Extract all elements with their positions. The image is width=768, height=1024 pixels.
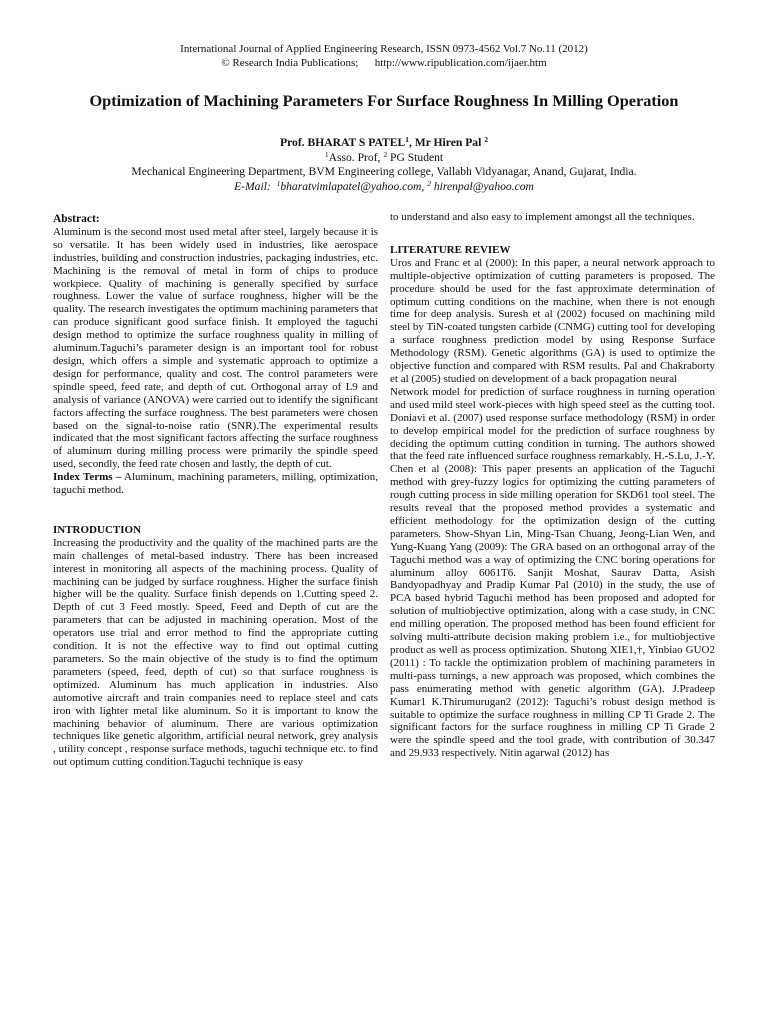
paper-title: Optimization of Machining Parameters For Surface Roughness In Milling Operation (89, 91, 679, 110)
left-column (53, 213, 378, 769)
introduction-continued: to understand and also easy to implement amongst all the techniques. (390, 211, 695, 223)
email-2-sup: 2 (427, 178, 431, 188)
journal-publisher: © Research India Publications; http://www.ripublication.com/ijaer.htm (221, 57, 547, 69)
author-roles (0, 151, 768, 166)
introduction-heading: INTRODUCTION (53, 523, 142, 536)
email-1[interactable]: bharatvimlapatel@yahoo.com, (280, 179, 428, 193)
email-line (0, 180, 768, 195)
literature-para-2: Network model for prediction of surface roughness in turning operation and used mild steel work-pieces with high speed steel as the cutting tool. Doniavi et al. (2007) used response surface methodology (RSM) in order to develop empirical model for the prediction of surface roughness by deciding the optimum cutting condition in turning. The authors showed that the feed rate influenced surface roughness remarkably. H.-S.Lu, J.-Y. Chen et al (2008): This paper presents an application of the Taguchi method with grey-fuzzy logics for optimizing the cutting parameters of rough cutting process in side milling operation for SKD61 tool steel. The results reveal that the proposed method provides a systematic and efficient methodology for the optimization design of the cutting parameters. Show-Shyan Lin, Ming-Tsan Chuang, Jeong-Lian Wen, and Yung-Kuang Yang (2009): The GRA based on an orthogonal array of the Taguchi method was a way of optimizing the CNC boring operations for aluminum alloy 6061T6. Sanjit Moshat, Saurav Datta, Asish Bandyopadhyay and Pradip Kumar Pal (2010) in the study, the use of PCA based hybrid Taguchi method has been proposed and adopted for solution of multiobjective optimization, along with a case study, in CNC end milling operation. The proposed method has been found efficient for solving multi-attribute decision making problem i.e., for multiobjective product as well as process optimization. Shutong XIE1,†, Yinbiao GUO2 (2011) : To tackle the optimization problem of machining parameters in multi-pass turnings, a new approach was proposed, which combines the pass enumerating method with genetic algorithm (GA). J.Pradeep Kumar1 K.Thirumurugan2 (2012): Taguchi’s robust design method is suitable to optimize the surface roughness in milling CP Ti Grade 2. The significant factors for the surface roughness in milling CP Ti Grade 2 were the spindle speed and the tool grade, with contribution of 30.347 and 29.933 respectively. Nitin agarwal (2012) has (390, 385, 715, 760)
abstract-heading: Abstract: (53, 213, 100, 225)
author-1-sup: 1 (405, 135, 409, 144)
author-block (0, 136, 768, 194)
author-separator: , (408, 136, 415, 149)
email-2[interactable]: hirenpal@yahoo.com (430, 179, 534, 193)
email-1-sup: 1 (276, 178, 281, 188)
index-terms-text: Aluminum, machining parameters, milling, optimization, taguchi method. (53, 471, 378, 497)
role-2-sup: 2 (383, 149, 388, 159)
literature-para-1: Uros and Franc et al (2000): In this paper, a neural network approach to multiple-objective optimization of cutting parameters is proposed. The procedure should be used for the fast approximate determination of optimum cutting conditions on the machine, when there is not enough time for deep analysis. Suresh et al (2002) focused on machining mild steel by TiN-coated tungsten carbide (CNMG) cutting tool for developing a surface roughness prediction model by using Response Surface Methodology (RSM). Genetic algorithms (GA) is used to optimize the objective function and compared with RSM results. Pal and Chakraborty et al (2005) studied on development of a back propagation neural (390, 256, 715, 385)
role-2: PG Student (387, 150, 444, 164)
abstract-text: Aluminum is the second most used metal after steel, largely because it is so versatile. It has been widely used in industries, like aerospace industries, building and construction industries, packaging industries, etc. Machining is the removal of metal in form of chips to produce workpiece. Quality of machining is generally specified by surface roughness. Lower the value of surface roughness, higher will be the quality. The research investigates the optimum machining parameters that can produce significant good surface finish. It employed the taguchi design method to optimize the surface roughness quality in milling of aluminum.Taguchi’s parameter design is an important tool for robust design, which offers a simple and systematic approach to optimize a design for performance, quality and cost. The control parameters were spindle speed, feed rate, and depth of cut. Orthogonal array of L9 and analysis of variance (ANOVA) were carried out to identify the significant factors affecting the surface roughness. The best parameters were chosen based on the signal-to-noise ratio (SNR).The experimental results indicated that the most significant factors affecting the surface roughness of aluminum during milling process were primarily the spindle speed used, secondly, the feed rate chosen and lastly, the depth of cut. (53, 225, 378, 471)
role-1: Asso. Prof, (328, 150, 384, 164)
journal-header (0, 42, 768, 70)
index-terms (53, 471, 378, 497)
author-2-sup: 2 (484, 135, 488, 144)
author-2: Mr Hiren Pal (414, 136, 482, 149)
journal-citation: International Journal of Applied Engineering Research, ISSN 0973-4562 Vol.7 No.11 (2012) (180, 43, 588, 55)
index-terms-heading: Index Terms – (53, 471, 122, 484)
introduction-text: Increasing the productivity and the quality of the machined parts are the main challenges of metal-based industry. There has been increased interest in monitoring all aspects of the machining process. Quality of machining can be judged by surface roughness. Higher the surface finish higher will be the quality. Surface finish depends on 1.Cutting speed 2. Depth of cut 3 Feed mostly. Speed, Feed and Depth of cut are the parameters that can be adjusted in machining operation. Most of the operators use trial and error method to find the appropriate cutting condition. It is not the effective way to find out optimal cutting parameters. So the main objective of the study is to find the optimum parameters (speed, feed, depth of cut) so that surface roughness is optimized. Aluminum has much application in industries. Also automotive aircraft and train companies need to replace steel and cats iron with lighter metal like aluminum. So it is important to know the machining behavior of aluminum. There are various optimization techniques like genetic algorithm, artificial neural network, grey analysis , utility concept , response surface methods, taguchi technique etc. to find out optimum cutting condition.Taguchi technique is easy (53, 536, 378, 769)
right-column (390, 211, 715, 760)
author-1: Prof. BHARAT S PATEL (280, 136, 406, 149)
affiliation: Mechanical Engineering Department, BVM Engineering college, Vallabh Vidyanagar, Anand, Gujarat, India. (131, 165, 637, 178)
literature-heading: LITERATURE REVIEW (390, 243, 511, 256)
author-names (0, 136, 768, 151)
email-label: E-Mail: (234, 179, 277, 193)
role-1-sup: 1 (324, 149, 329, 159)
